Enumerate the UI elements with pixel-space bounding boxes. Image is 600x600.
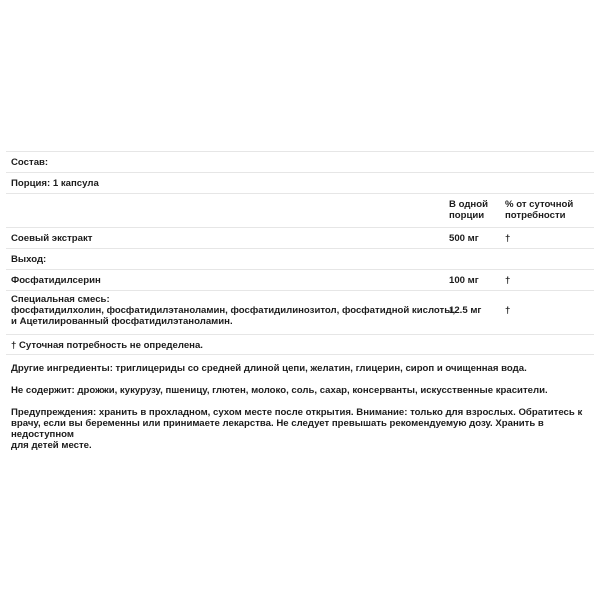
blend-description bbox=[11, 294, 455, 327]
amount-header-line1: В одной bbox=[449, 199, 488, 210]
blend-amount: 12.5 мг bbox=[449, 305, 482, 316]
supplement-facts-table bbox=[6, 151, 594, 355]
other-ingredients: Другие ингредиенты: триглицериды со средней длиной цепи, желатин, глицерин, сироп и очищенная вода. bbox=[11, 363, 527, 374]
warnings-line2: врачу, если вы беременны или принимаете лекарства. Не следует превышать рекомендуемую дозу. Хранить в недоступном bbox=[11, 418, 544, 440]
blend-title: Специальная смесь: bbox=[11, 294, 110, 305]
amount-header-line2: порции bbox=[449, 210, 485, 221]
ingredient-name: Соевый экстракт bbox=[11, 233, 93, 244]
dv-header-line1: % от суточной bbox=[505, 199, 574, 210]
warnings bbox=[11, 407, 595, 451]
table-row bbox=[6, 248, 594, 269]
serving-size-row bbox=[6, 172, 594, 193]
footnote: † Суточная потребность не определена. bbox=[11, 340, 203, 351]
blend-line2: и Ацетилированный фосфатидилэтаноламин. bbox=[11, 316, 233, 327]
composition-label: Состав: bbox=[11, 157, 49, 168]
ingredient-dv: † bbox=[505, 275, 511, 286]
does-not-contain: Не содержит: дрожжи, кукурузу, пшеницу, глютен, молоко, соль, сахар, консерванты, искусственные красители. bbox=[11, 385, 548, 396]
ingredient-amount: 500 мг bbox=[449, 233, 479, 244]
ingredient-name: Фосфатидилсерин bbox=[11, 275, 101, 286]
serving-size: Порция: 1 капсула bbox=[11, 178, 99, 189]
composition-row bbox=[6, 151, 594, 172]
amount-column-header bbox=[449, 199, 488, 221]
warnings-line1: Предупреждения: хранить в прохладном, сухом месте после открытия. Внимание: только для взрослых. Обратитесь к bbox=[11, 407, 583, 418]
dv-header-line2: потребности bbox=[505, 210, 566, 221]
blend-row bbox=[6, 290, 594, 334]
blend-dv: † bbox=[505, 305, 511, 316]
table-row bbox=[6, 269, 594, 290]
warnings-line3: для детей месте. bbox=[11, 440, 92, 451]
ingredient-dv: † bbox=[505, 233, 511, 244]
ingredient-name: Выход: bbox=[11, 254, 47, 265]
column-header-row bbox=[6, 193, 594, 227]
footnote-row bbox=[6, 334, 594, 355]
table-row bbox=[6, 227, 594, 248]
ingredient-amount: 100 мг bbox=[449, 275, 479, 286]
dv-column-header bbox=[505, 199, 573, 221]
blend-line1: фосфатидилхолин, фосфатидилэтаноламин, фосфатидилинозитол, фосфатидной кислоты, bbox=[11, 305, 456, 316]
product-notes bbox=[11, 363, 595, 462]
